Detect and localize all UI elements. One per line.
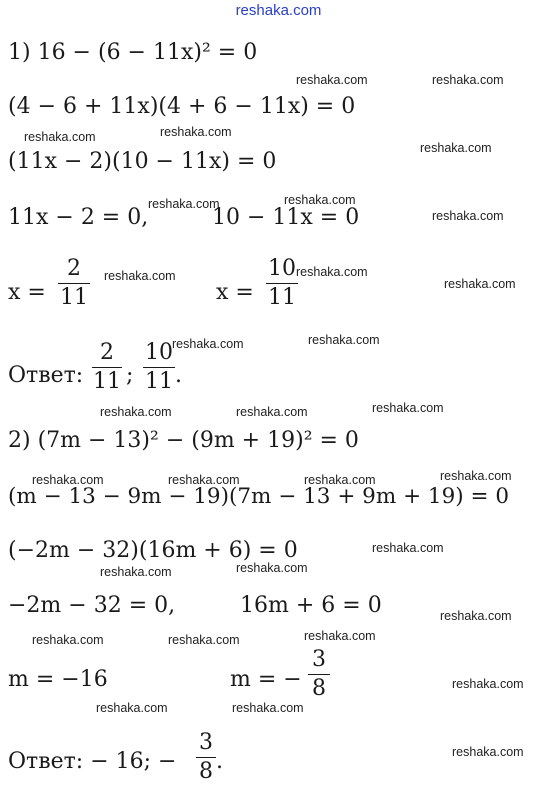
p1-answer-end: . [175,363,182,388]
watermark: reshaka.com [168,633,240,647]
denominator: 11 [268,285,296,310]
watermark: reshaka.com [420,141,492,155]
watermark: reshaka.com [172,337,244,351]
watermark: reshaka.com [432,209,504,223]
watermark: reshaka.com [304,473,376,487]
watermark: reshaka.com [236,561,308,575]
watermark: reshaka.com [304,629,376,643]
watermark: reshaka.com [32,633,104,647]
watermark: reshaka.com [440,469,512,483]
p1-root1-lhs: x = [8,280,46,305]
p2-answer-fraction [196,731,216,784]
numerator: 2 [100,340,114,365]
fraction-bar [143,367,175,368]
p2-answer-end: . [216,749,223,774]
watermark: reshaka.com [160,125,232,139]
p1-equation: 1) 16 − (6 − 11x)² = 0 [8,40,258,65]
p1-root1-fraction [58,257,90,310]
fraction-bar [92,367,122,368]
denominator: 8 [199,759,213,784]
p1-factored: (4 − 6 + 11x)(4 + 6 − 11x) = 0 [8,94,356,119]
numerator: 10 [268,256,296,281]
watermark: reshaka.com [452,677,524,691]
watermark: reshaka.com [296,265,368,279]
p2-case-a: −2m − 32 = 0, [8,593,176,618]
watermark: reshaka.com [100,565,172,579]
fraction-bar [58,283,90,284]
p1-answer-fraction1 [92,341,122,394]
p1-answer-label: Ответ: [8,363,84,388]
denominator: 11 [145,369,173,394]
watermark: reshaka.com [452,745,524,759]
p1-simplified: (11x − 2)(10 − 11x) = 0 [8,149,277,174]
denominator: 11 [93,369,121,394]
watermark: reshaka.com [100,405,172,419]
numerator: 10 [145,340,173,365]
numerator: 3 [199,730,213,755]
p2-equation: 2) (7m − 13)² − (9m + 19)² = 0 [8,428,359,453]
p1-case-a: 11x − 2 = 0, [8,205,149,230]
p1-root2-fraction [266,257,298,310]
numerator: 3 [312,647,326,672]
p1-answer-separator: ; [126,363,134,388]
p1-case-b: 10 − 11x = 0 [212,205,360,230]
p1-answer-fraction2 [143,341,175,394]
denominator: 8 [312,676,326,701]
watermark: reshaka.com [96,701,168,715]
watermark: reshaka.com [148,197,220,211]
p2-simplified: (−2m − 32)(16m + 6) = 0 [8,538,298,563]
p2-root2-fraction [308,648,330,701]
watermark: reshaka.com [444,277,516,291]
fraction-bar [308,674,330,675]
watermark: reshaka.com [440,609,512,623]
numerator: 2 [67,256,81,281]
watermark: reshaka.com [372,541,444,555]
watermark: reshaka.com [104,269,176,283]
p2-case-b: 16m + 6 = 0 [240,593,382,618]
p2-root2-lhs: m = − [230,667,302,692]
fraction-bar [266,283,298,284]
site-header-label: reshaka.com [235,2,322,19]
watermark: reshaka.com [32,473,104,487]
watermark: reshaka.com [372,401,444,415]
watermark: reshaka.com [308,333,380,347]
fraction-bar [196,757,216,758]
watermark: reshaka.com [24,130,96,144]
p1-root2-lhs: x = [216,280,254,305]
p2-root1: m = −16 [8,667,108,692]
watermark: reshaka.com [296,73,368,87]
watermark: reshaka.com [232,701,304,715]
watermark: reshaka.com [236,405,308,419]
p2-answer-label: Ответ: − 16; − [8,749,177,774]
denominator: 11 [60,285,88,310]
p2-factored: (m − 13 − 9m − 19)(7m − 13 + 9m + 19) = 0 [8,484,510,509]
watermark: reshaka.com [168,473,240,487]
watermark: reshaka.com [432,73,504,87]
watermark: reshaka.com [284,193,356,207]
